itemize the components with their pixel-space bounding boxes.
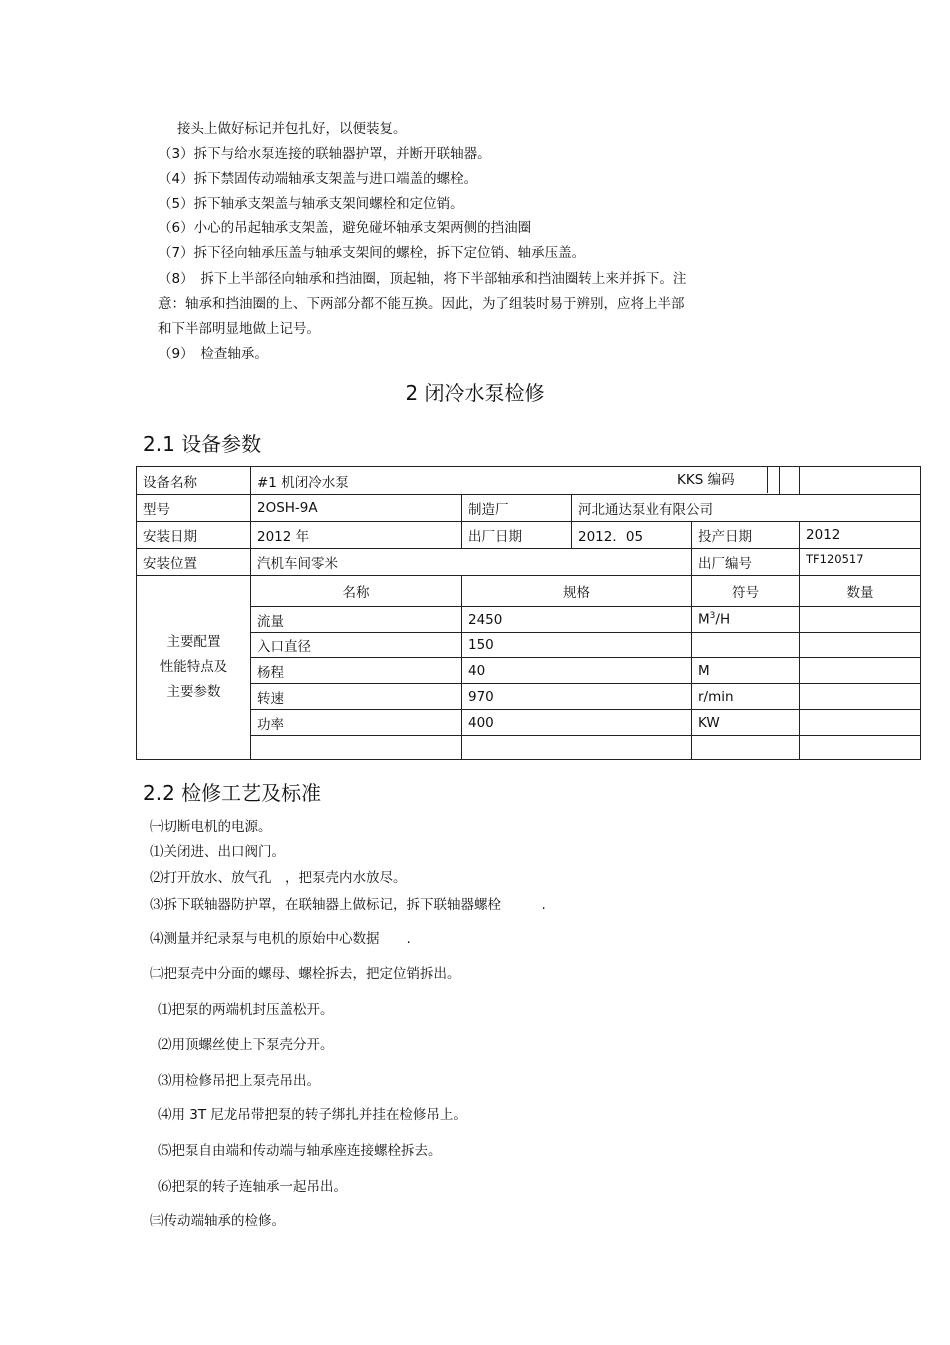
- device-name-value: #1 机闭冷水泵: [251, 467, 780, 495]
- col-header-spec: 规格: [462, 576, 692, 607]
- kks-label: KKS 编码: [677, 472, 735, 488]
- table-row: [137, 549, 921, 576]
- table-row: [137, 684, 921, 710]
- step-line: ⑸把泵自由端和传动端与轴承座连接螺栓拆去。: [158, 1143, 442, 1159]
- param-spec: 2450: [462, 607, 692, 633]
- col-header-qty: 数量: [800, 576, 921, 607]
- install-date-label: 安装日期: [137, 522, 251, 549]
- device-name-label: 设备名称: [137, 467, 251, 495]
- commission-date-value: 2012: [800, 522, 921, 549]
- step-line: ⑵用顶螺丝使上下泵壳分开。: [158, 1037, 334, 1053]
- param-name: [251, 736, 462, 760]
- intro-line-3: （4）拆下禁固传动端轴承支架盖与进口端盖的螺栓。: [158, 171, 478, 187]
- param-qty: [800, 658, 921, 684]
- param-spec: 150: [462, 633, 692, 658]
- table-row: [137, 607, 921, 633]
- main-params-label-line-2: 性能特点及: [159, 659, 228, 675]
- intro-line-8: 意：轴承和挡油圈的上、下两部分都不能互换。因此，为了组装时易于辨别，应将上半部: [158, 296, 685, 312]
- intro-line-5: （6）小心的吊起轴承支架盖，避免碰坏轴承支架两侧的挡油圈: [158, 220, 532, 236]
- section-heading-2-2: 2.2 检修工艺及标准: [143, 781, 322, 805]
- serial-value: TF120517: [800, 549, 921, 576]
- equipment-parameter-table: [136, 466, 921, 760]
- commission-date-label: 投产日期: [692, 522, 800, 549]
- param-symbol: $M^3/H$: [692, 607, 800, 633]
- step-line: ㈡把泵壳中分面的螺母、螺栓拆去，把定位销拆出。: [150, 966, 461, 982]
- table-row: [137, 658, 921, 684]
- param-spec: 970: [462, 684, 692, 710]
- step-line: ⑹把泵的转子连轴承一起吊出。: [158, 1179, 347, 1195]
- param-symbol: KW: [692, 710, 800, 736]
- param-symbol: r/min: [692, 684, 800, 710]
- intro-line-4: （5）拆下轴承支架盖与轴承支架间螺栓和定位销。: [158, 196, 464, 212]
- param-qty: [800, 710, 921, 736]
- kks-divider: [767, 466, 768, 493]
- table-row: [137, 736, 921, 760]
- param-spec: 400: [462, 710, 692, 736]
- main-params-label-line-1: 主要配置: [166, 634, 221, 650]
- step-line: ㈢传动端轴承的检修。: [150, 1213, 285, 1229]
- model-value: 2OSH-9A: [251, 495, 462, 522]
- intro-line-1: 接头上做好标记并包扎好，以便装复。: [177, 121, 407, 137]
- param-symbol: M: [692, 658, 800, 684]
- step-line: ⑴把泵的两端机封压盖松开。: [158, 1002, 334, 1018]
- section-heading-2-1: 2.1 设备参数: [143, 432, 262, 456]
- table-row: [137, 522, 921, 549]
- intro-line-9: 和下半部明显地做上记号。: [158, 321, 320, 337]
- main-params-label-line-3: 主要参数: [166, 684, 221, 700]
- param-qty: [800, 684, 921, 710]
- location-value: 汽机车间零米: [251, 549, 692, 576]
- param-qty: [800, 633, 921, 658]
- param-name: 杨程: [251, 658, 462, 684]
- main-params-label: [137, 576, 251, 760]
- intro-line-6: （7）拆下径向轴承压盖与轴承支架间的螺栓，拆下定位销、轴承压盖。: [158, 245, 586, 261]
- step-line: ⑷测量并纪录泵与电机的原始中心数据 .: [150, 931, 411, 947]
- factory-date-value: 2012．05: [572, 522, 692, 549]
- param-name: 功率: [251, 710, 462, 736]
- param-name: 入口直径: [251, 633, 462, 658]
- install-date-value: 2012 年: [251, 522, 462, 549]
- param-symbol: [692, 736, 800, 760]
- col-header-name: 名称: [251, 576, 462, 607]
- table-row: [137, 710, 921, 736]
- intro-line-7: （8） 拆下上半部径向轴承和挡油圈，顶起轴，将下半部轴承和挡油圈转上来并拆下。注: [158, 271, 687, 287]
- table-row: [137, 495, 921, 522]
- step-line: ⑶用检修吊把上泵壳吊出。: [158, 1073, 320, 1089]
- chapter-title: 2 闭冷水泵检修: [405, 381, 545, 405]
- param-spec: [462, 736, 692, 760]
- step-line: ⑵打开放水、放气孔 ，把泵壳内水放尽。: [150, 870, 407, 886]
- table-row: [137, 633, 921, 658]
- param-qty: [800, 736, 921, 760]
- maker-value: 河北通达泵业有限公司: [572, 495, 921, 522]
- param-spec: 40: [462, 658, 692, 684]
- step-line: ⑶拆下联轴器防护罩，在联轴器上做标记，拆下联轴器螺栓 .: [150, 897, 546, 913]
- step-line: ㈠切断电机的电源。: [150, 819, 272, 835]
- maker-label: 制造厂: [462, 495, 572, 522]
- col-header-symbol: 符号: [692, 576, 800, 607]
- factory-date-label: 出厂日期: [462, 522, 572, 549]
- table-header-row: [137, 576, 921, 607]
- location-label: 安装位置: [137, 549, 251, 576]
- intro-line-2: （3）拆下与给水泵连接的联轴器护罩，并断开联轴器。: [158, 146, 491, 162]
- step-line: ⑷用 3T 尼龙吊带把泵的转子绑扎并挂在检修吊上。: [158, 1107, 467, 1123]
- intro-line-10: （9） 检查轴承。: [158, 346, 268, 362]
- model-label: 型号: [137, 495, 251, 522]
- param-qty: [800, 607, 921, 633]
- param-name: 流量: [251, 607, 462, 633]
- serial-label: 出厂编号: [692, 549, 800, 576]
- table-row: [137, 467, 921, 495]
- param-symbol: [692, 633, 800, 658]
- step-line: ⑴关闭进、出口阀门。: [150, 844, 285, 860]
- param-name: 转速: [251, 684, 462, 710]
